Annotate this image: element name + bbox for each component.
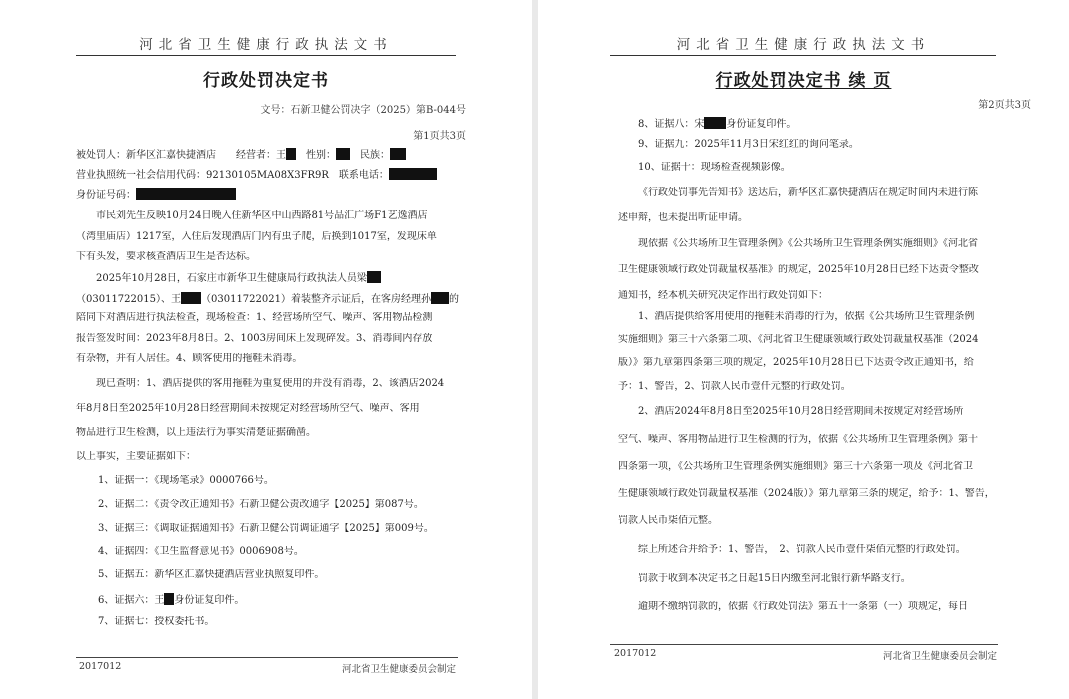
evidence-item: 9、证据九：2025年11月3日宋红红的询问笔录。: [638, 139, 859, 150]
evidence-text: 身份证复印件。: [726, 119, 797, 130]
party-text: 被处罚人：新华区汇嘉快捷酒店 经营者：王: [76, 150, 286, 161]
para2-text: （03011722021）着装整齐示证后，在客房经理孙: [201, 294, 431, 305]
para2-line: [76, 292, 459, 306]
party-line: [76, 148, 406, 162]
penalty-item-1: 实施细则》第三十六条第二项、《河北省卫生健康领域行政处罚裁量权基准（2024: [618, 334, 979, 345]
para3-line: 现已查明：1、酒店提供的客用拖鞋为重复使用的并没有消毒，2、该酒店2024: [96, 378, 445, 389]
para1-line: 市民刘先生反映10月24日晚入住新华区中山西路81号品汇广场F1艺逸酒店: [96, 210, 428, 221]
evidence-item: 1、证据一：《现场笔录》0000766号。: [98, 475, 274, 486]
para3-line: 物品进行卫生检测，以上违法行为事实清楚证据确凿。: [76, 427, 316, 438]
evidence-item: 10、证据十：现场检查视频影像。: [638, 162, 791, 173]
document-page-1: [0, 0, 532, 699]
evidence-item: 4、证据四：《卫生监督意见书》0006908号。: [98, 546, 304, 557]
header-rule: [610, 55, 996, 56]
evidence-text: 8、证据八：宋: [638, 119, 705, 130]
basis-line: 现依据《公共场所卫生管理条例》《公共场所卫生管理条例实施细则》《河北省: [638, 238, 978, 249]
redaction: [286, 148, 296, 160]
redaction: [181, 292, 201, 304]
doc-number: 文号：石新卫健公罚决字（2025）第B-044号: [260, 105, 466, 116]
para2-text: 2025年10月28日，石家庄市新华卫生健康局行政执法人员梁: [96, 273, 367, 284]
redaction: [164, 593, 174, 605]
combined-penalty: 综上所述合并给予：1、警告， 2、罚款人民币壹仟柒佰元整的行政处罚。: [638, 544, 966, 555]
penalty-item-2: 生健康领域行政处罚裁量权基准（2024版）》第九章第三条的规定，给予：1、警告，: [618, 488, 995, 499]
header-rule: [76, 55, 456, 56]
para3-line: 年8月8日至2025年10月28日经营期间未按规定对经营场所空气、噪声、客用: [76, 403, 420, 414]
license-text: 营业执照统一社会信用代码：92130105MA08X3FR9R 联系电话：: [76, 170, 389, 181]
para2-text: 的: [449, 294, 459, 305]
penalty-item-2: 空气、噪声、客用物品进行卫生检测的行为，依据《公共场所卫生管理条例》第十: [618, 434, 978, 445]
redaction: [136, 188, 236, 200]
footer-rule: [76, 657, 458, 658]
redaction: [704, 117, 726, 129]
evidence-item: [98, 593, 244, 607]
para2-text: （03011722015）、王: [76, 294, 181, 305]
footer-rule: [610, 644, 998, 645]
id-line: [76, 188, 236, 202]
penalty-item-2: 罚款人民币柒佰元整。: [618, 515, 718, 526]
footer-org: 河北省卫生健康委员会制定: [341, 664, 456, 675]
para2-line: [96, 271, 381, 285]
doc-title: 行政处罚决定书: [203, 71, 329, 91]
notice-line: 《行政处罚事先告知书》送达后，新华区汇嘉快捷酒店在规定时间内未进行陈: [638, 187, 978, 198]
evidence-text: 6、证据六：王: [98, 595, 165, 606]
para2-line: 有杂物，并有人居住。4、顾客使用的拖鞋未消毒。: [76, 353, 303, 364]
redaction: [367, 271, 381, 283]
footer-org: 河北省卫生健康委员会制定: [882, 651, 997, 662]
doc-title: [538, 66, 1069, 91]
penalty-item-1: 1、酒店提供给客用使用的拖鞋未消毒的行为，依据《公共场所卫生管理条例: [638, 311, 975, 322]
para2-line: 报告签发时间：2023年8月8日。2、1003房间床上发现碎发。3、消毒间内存放: [76, 333, 433, 344]
evidence-item: [638, 117, 796, 131]
redaction: [431, 292, 449, 304]
doc-header: 河北省卫生健康行政执法文书: [139, 37, 393, 53]
evidence-text: 身份证复印件。: [174, 595, 245, 606]
evidence-item: 5、证据五：新华区汇嘉快捷酒店营业执照复印件。: [98, 569, 325, 580]
overdue-line: 逾期不缴纳罚款的，依据《行政处罚法》第五十一条第（一）项规定，每日: [638, 601, 968, 612]
footer-code: 2017012: [614, 648, 657, 659]
id-label: 身份证号码：: [76, 190, 136, 201]
penalty-item-1: 版）》第九章第四条第三项的规定，2025年10月28日已下达责令改正通知书，给: [618, 357, 974, 368]
redaction: [336, 148, 350, 160]
evidence-item: 7、证据七：授权委托书。: [98, 616, 215, 627]
payment-line: 罚款于收到本决定书之日起15日内缴至河北银行新华路支行。: [638, 573, 911, 584]
footer-code: 2017012: [79, 661, 122, 672]
doc-header: 河北省卫生健康行政执法文书: [676, 37, 931, 53]
ethnic-label: 民族：: [350, 150, 390, 161]
basis-line: 卫生健康领域行政处罚裁量权基准》的规定，2025年10月28日已经下达责令整改: [618, 264, 979, 275]
para1-line: 下有头发，要求核查酒店卫生是否达标。: [76, 251, 256, 262]
gender-label: 性别：: [296, 150, 336, 161]
redaction: [389, 168, 437, 180]
notice-line: 述申辩，也未提出听证申请。: [618, 212, 748, 223]
para2-line: 陪同下对酒店进行执法检查，现场检查：1、经营场所空气、噪声、客用物品检测: [76, 312, 433, 323]
page-number: 第1页共3页: [413, 131, 466, 142]
evidence-intro: 以上事实，主要证据如下：: [76, 451, 196, 462]
penalty-item-2: 2、酒店2024年8月8日至2025年10月28日经营期间未按规定对经营场所: [638, 406, 964, 417]
document-page-2: [538, 0, 1069, 699]
para1-line: （湾里庙店）1217室，入住后发现酒店门内有虫子爬，后换到1017室，发现床单: [76, 231, 437, 242]
evidence-item: 3、证据三：《调取证据通知书》石新卫健公罚调证通字【2025】第009号。: [98, 523, 434, 534]
redaction: [390, 148, 406, 160]
title-text: 行政处罚决定书 续 页: [715, 71, 892, 91]
page-number: 第2页共3页: [978, 100, 1031, 111]
penalty-item-1: 予：1、警告，2、罚款人民币壹仟元整的行政处罚。: [618, 381, 851, 392]
basis-line: 通知书，经本机关研究决定作出行政处罚如下：: [618, 290, 828, 301]
license-line: [76, 168, 437, 182]
evidence-item: 2、证据二：《责令改正通知书》石新卫健公责改通字【2025】第087号。: [98, 499, 424, 510]
penalty-item-2: 四条第一项，《公共场所卫生管理条例实施细则》第三十六条第一项及《河北省卫: [618, 461, 973, 472]
